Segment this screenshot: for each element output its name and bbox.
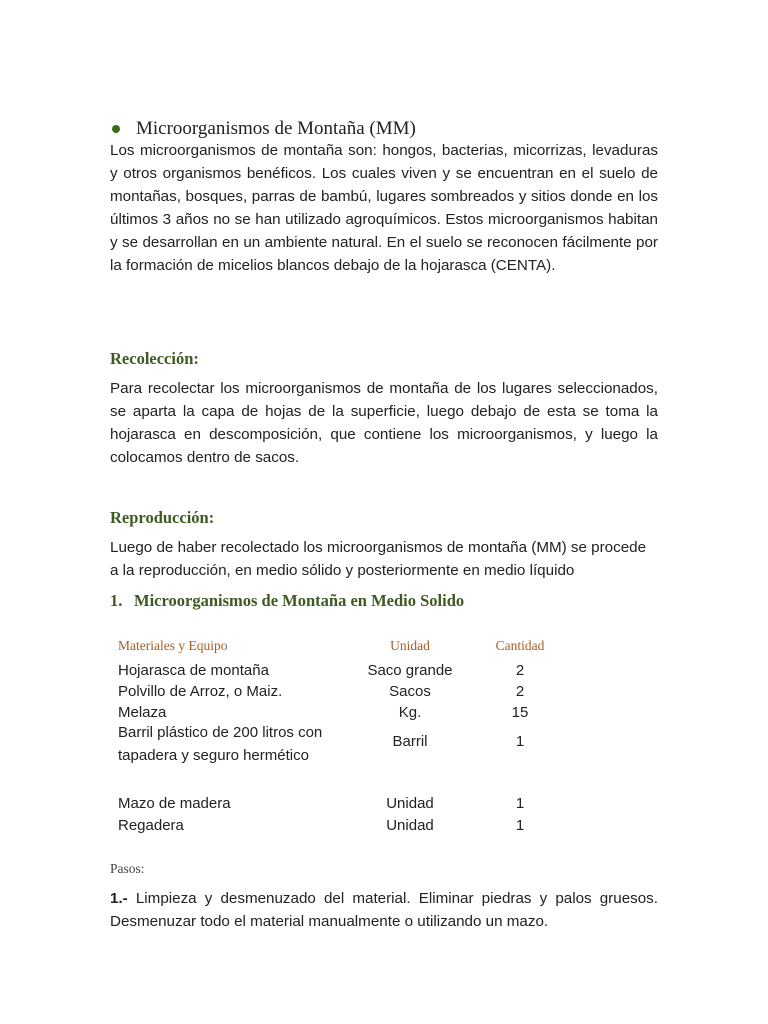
cell-cantidad: 1	[515, 733, 525, 750]
cell-cantidad: 2	[515, 662, 525, 679]
cell-unidad: Saco grande	[367, 662, 453, 679]
section-mm-paragraph: Los microorganismos de montaña son: hongos, bacterias, micorrizas, levaduras y otros organismos benéficos. Los cuales viven y se encuentran en el suelo de montañas, bosques, parras de bambú, lugares sombreados y sitios donde en los últimos 3 años no se han utilizado agroquímicos. Estos microorganismos habitan y se desarrollan en un ambiente natural. En el suelo se reconocen fácilmente por la formación de micelios blancos debajo de la hojarasca (CENTA).	[110, 142, 658, 274]
step-1-text: Limpieza y desmenuzado del material. Eliminar piedras y palos gruesos. Desmenuzar todo el material manualmente o utilizando un mazo.	[110, 890, 658, 930]
cell-cantidad: 15	[511, 704, 529, 721]
reproduccion-paragraph: Luego de haber recolectado los microorganismos de montaña (MM) se procede a la reproducción, en medio sólido y posteriormente en medio líquido	[110, 539, 647, 579]
cell-material: Polvillo de Arroz, o Maiz.	[118, 683, 283, 700]
cell-unidad: Unidad	[386, 817, 434, 834]
cell-unidad: Sacos	[389, 683, 431, 700]
bullet-dot-icon	[112, 125, 120, 133]
table-header-material: Materiales y Equipo	[118, 638, 228, 653]
reproduccion-title: Reproducción:	[110, 508, 215, 527]
cell-material-line2: tapadera y seguro hermético	[118, 747, 309, 764]
section-mm-title	[110, 118, 416, 140]
numbered-heading	[110, 591, 464, 611]
recoleccion-paragraph: Para recolectar los microorganismos de montaña de los lugares seleccionados, se aparta la capa de hojas de la superficie, luego debajo de esta se toma la hojarasca en descomposición, que contiene los microorganismos, y luego la colocamos dentro de sacos.	[110, 380, 658, 466]
table-header-unidad: Unidad	[390, 638, 430, 653]
step-1-paragraph	[110, 887, 658, 933]
cell-material: Hojarasca de montaña	[118, 662, 269, 679]
step-1-number: 1.-	[110, 890, 128, 907]
heading-number: 1.	[110, 591, 123, 610]
cell-cantidad: 1	[515, 795, 525, 812]
cell-unidad: Barril	[392, 733, 428, 750]
recoleccion-title: Recolección:	[110, 349, 199, 368]
cell-material: Mazo de madera	[118, 795, 231, 812]
cell-cantidad: 1	[515, 817, 525, 834]
cell-cantidad: 2	[515, 683, 525, 700]
cell-unidad: Kg.	[398, 704, 422, 721]
cell-material: Regadera	[118, 817, 184, 834]
heading-text: Microorganismos de Montaña en Medio Solido	[134, 591, 465, 610]
pasos-label: Pasos:	[110, 861, 145, 876]
cell-material: Melaza	[118, 704, 167, 721]
table-header-cantidad: Cantidad	[495, 638, 545, 653]
section-mm-title-text: Microorganismos de Montaña (MM)	[136, 118, 416, 139]
cell-unidad: Unidad	[386, 795, 434, 812]
cell-material-line1: Barril plástico de 200 litros con	[118, 724, 323, 741]
